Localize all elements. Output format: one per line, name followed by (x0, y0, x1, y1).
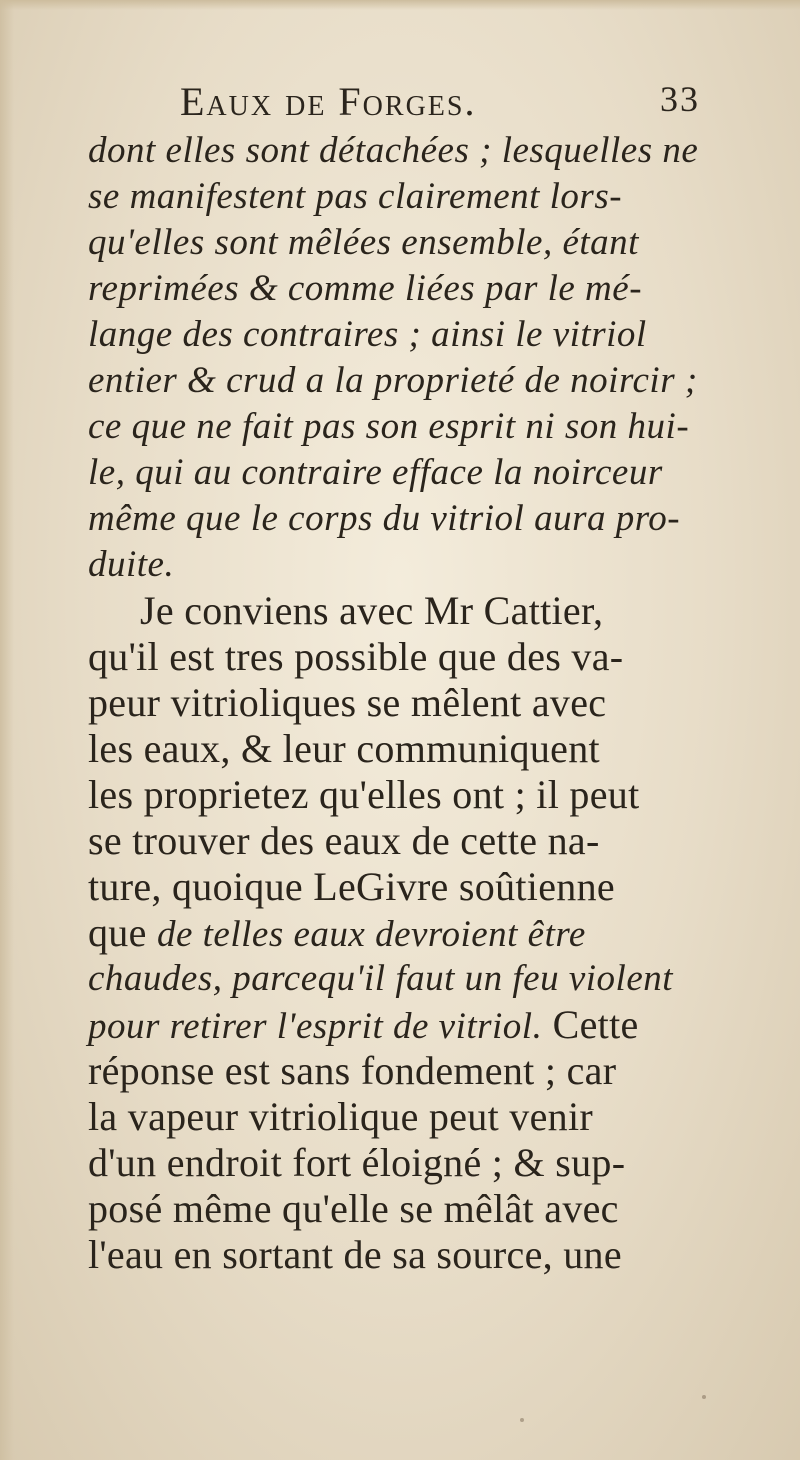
text-line: se manifestent pas clairement lors- (88, 176, 623, 217)
text-line: les proprietez qu'elles ont ; il peut (88, 772, 640, 817)
paper-speck (520, 1418, 524, 1422)
text-line: d'un endroit fort éloigné ; & sup- (88, 1140, 626, 1185)
text-line: se trouver des eaux de cette na- (88, 818, 600, 863)
text-line: lange des contraires ; ainsi le vitriol (88, 314, 647, 355)
roman-fragment: Cette (542, 1002, 639, 1047)
italic-fragment: de telles eaux devroient être (156, 914, 586, 955)
page-top-shadow (0, 0, 800, 10)
text-line: qu'il est tres possible que des va- (88, 634, 624, 679)
text-line: posé même qu'elle se mêlât avec (88, 1186, 619, 1231)
text-line: dont elles sont détachées ; lesquelles ne (88, 130, 699, 171)
running-header (180, 78, 700, 128)
page-body (88, 128, 718, 1278)
page-edge-shadow (0, 0, 14, 1460)
paper-speck (702, 1395, 706, 1399)
mixed-text-line (88, 910, 718, 956)
paragraph-start-line: Je conviens avec Mr Cattier, (140, 588, 604, 633)
running-title: Eaux de Forges. (180, 79, 477, 124)
text-line: qu'elles sont mêlées ensemble, étant (88, 222, 639, 263)
roman-fragment: que (88, 910, 157, 955)
text-line: les eaux, & leur communiquent (88, 726, 600, 771)
text-line: reprimées & comme liées par le mé- (88, 268, 643, 309)
text-line: le, qui au contraire efface la noirceur (88, 452, 663, 493)
text-line: ce que ne fait pas son esprit ni son hui- (88, 406, 690, 447)
italic-fragment: pour retirer l'esprit de vitriol. (88, 1006, 543, 1047)
text-line: duite. (88, 544, 175, 585)
text-line: réponse est sans fondement ; car (88, 1048, 617, 1093)
text-line: même que le corps du vitriol aura pro- (88, 498, 681, 539)
text-line: la vapeur vitriolique peut venir (88, 1094, 593, 1139)
text-line: l'eau en sortant de sa source, une (88, 1232, 622, 1277)
text-line: entier & crud a la proprieté de noircir ; (88, 360, 698, 401)
page-number: 33 (660, 79, 700, 119)
text-line: peur vitrioliques se mêlent avec (88, 680, 607, 725)
text-line: chaudes, parcequ'il faut un feu violent (88, 958, 674, 999)
text-line: ture, quoique LeGivre soûtienne (88, 864, 615, 909)
mixed-text-line (88, 1002, 718, 1048)
